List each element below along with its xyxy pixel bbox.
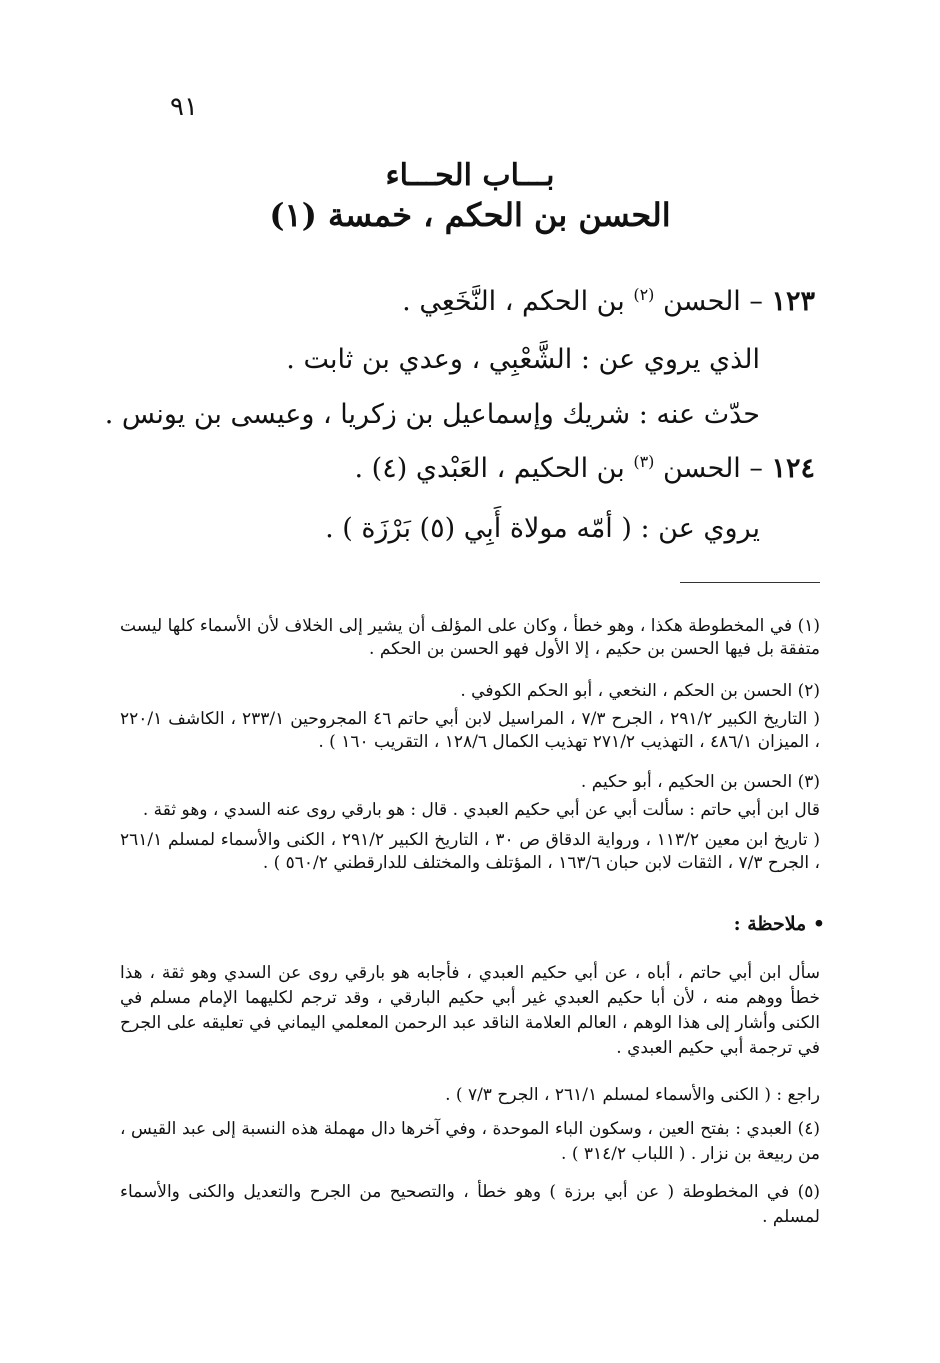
entry-123-narrated-by: حدّث عنه : شريك وإسماعيل بن زكريا ، وعيسى بن يونس . — [104, 399, 760, 430]
entry-name-pre: – الحسن — [654, 453, 763, 484]
footnote-ref: (٣) — [633, 452, 655, 471]
footnote-5: (٥) في المخطوطة ( عن أبي برزة ) وهو خطأ ، والتصحيح من الجرح والتعديل والكنى والأسماء لمسلم . — [120, 1182, 820, 1227]
note-heading: • ملاحظة : — [733, 913, 825, 935]
entry-124-narrates-from: يروي عن : ( أمّه مولاة أَبِي (٥) بَرْزَة ) . — [325, 513, 760, 544]
entry-123-narrates-from: الذي يروي عن : الشَّعْبِي ، وعدي بن ثابت . — [286, 344, 760, 375]
entry-124 — [354, 452, 815, 484]
entry-name-post: بن الحكيم ، العَبْدي (٤) . — [354, 453, 634, 484]
entry-name-post: بن الحكم ، النَّخَعِي . — [402, 286, 634, 317]
note-paragraph: سأل ابن أبي حاتم ، أباه ، عن أبي حكيم العبدي ، فأجابه هو بارقي روى عن السدي وهو ثقة ، هذا خطأ ووهم منه ، لأن أبا حكيم العبدي غير أبي حكيم البارقي ، وقد ترجم لكليهما الإمام مسلم في الكنى وأشار إلى هذا الوهم ، العالم العلامة الناقد عبد الرحمن المعلمي اليماني في تعليقه على الجرح في ترجمة أبي حكيم العبدي . — [120, 963, 820, 1058]
entry-number: ١٢٣ — [771, 286, 815, 317]
footnote-separator — [680, 582, 820, 583]
footnote-3: (٣) الحسن بن الحكيم ، أبو حكيم . — [580, 772, 820, 792]
section-title: الحسن بن الحكم ، خمسة (١) — [269, 196, 671, 234]
footnote-3-sources: ( تاريخ ابن معين ١١٣/٢ ، ورواية الدقاق ص ٣٠ ، التاريخ الكبير ٢٩١/٢ ، الكنى والأسماء لمسلم ٢٦١/١ ، الجرح ٧/٣ ، الثقات لابن حبان ١٦٣/٦ ، المؤتلف والمختلف للدارقطني ٥٦٠/٢ ) . — [120, 830, 820, 873]
footnote-2: (٢) الحسن بن الحكم ، النخعي ، أبو الحكم الكوفي . — [460, 681, 820, 701]
entry-number: ١٢٤ — [771, 453, 815, 484]
entry-name-pre: – الحسن — [654, 286, 763, 317]
footnote-3-quote: قال ابن أبي حاتم : سألت أبي عن أبي حكيم العبدي . قال : هو بارقي روى عنه السدي ، وهو ثقة . — [142, 800, 820, 820]
chapter-title: بـــاب الحـــاء — [385, 158, 555, 193]
footnote-1: (١) في المخطوطة هكذا ، وهو خطأ ، وكان على المؤلف أن يشير إلى الخلاف لأن الأسماء كلها ليست متفقة بل فيها الحسن بن حكيم ، إلا الأول فهو الحسن بن الحكم . — [120, 616, 820, 659]
footnote-2-sources: ( التاريخ الكبير ٢٩١/٢ ، الجرح ٧/٣ ، المراسيل لابن أبي حاتم ٤٦ المجروحين ٢٣٣/١ ، الكاشف ٢٢٠/١ ، الميزان ٤٨٦/١ ، التهذيب ٢٧١/٢ تهذيب الكمال ١٢٨/٦ ، التقريب ١٦٠ ) . — [120, 709, 820, 752]
page-number: ٩١ — [170, 92, 198, 122]
footnote-4: (٤) العبدي : بفتح العين ، وسكون الباء الموحدة ، وفي آخرها دال مهملة هذه النسبة إلى عبد القيس ، من ربيعة بن نزار . ( اللباب ٣١٤/٢ ) . — [120, 1119, 820, 1164]
footnote-ref: (٢) — [633, 285, 655, 304]
entry-123 — [402, 285, 815, 317]
note-refer: راجع : ( الكنى والأسماء لمسلم ٢٦١/١ ، الجرح ٧/٣ ) . — [445, 1085, 820, 1105]
